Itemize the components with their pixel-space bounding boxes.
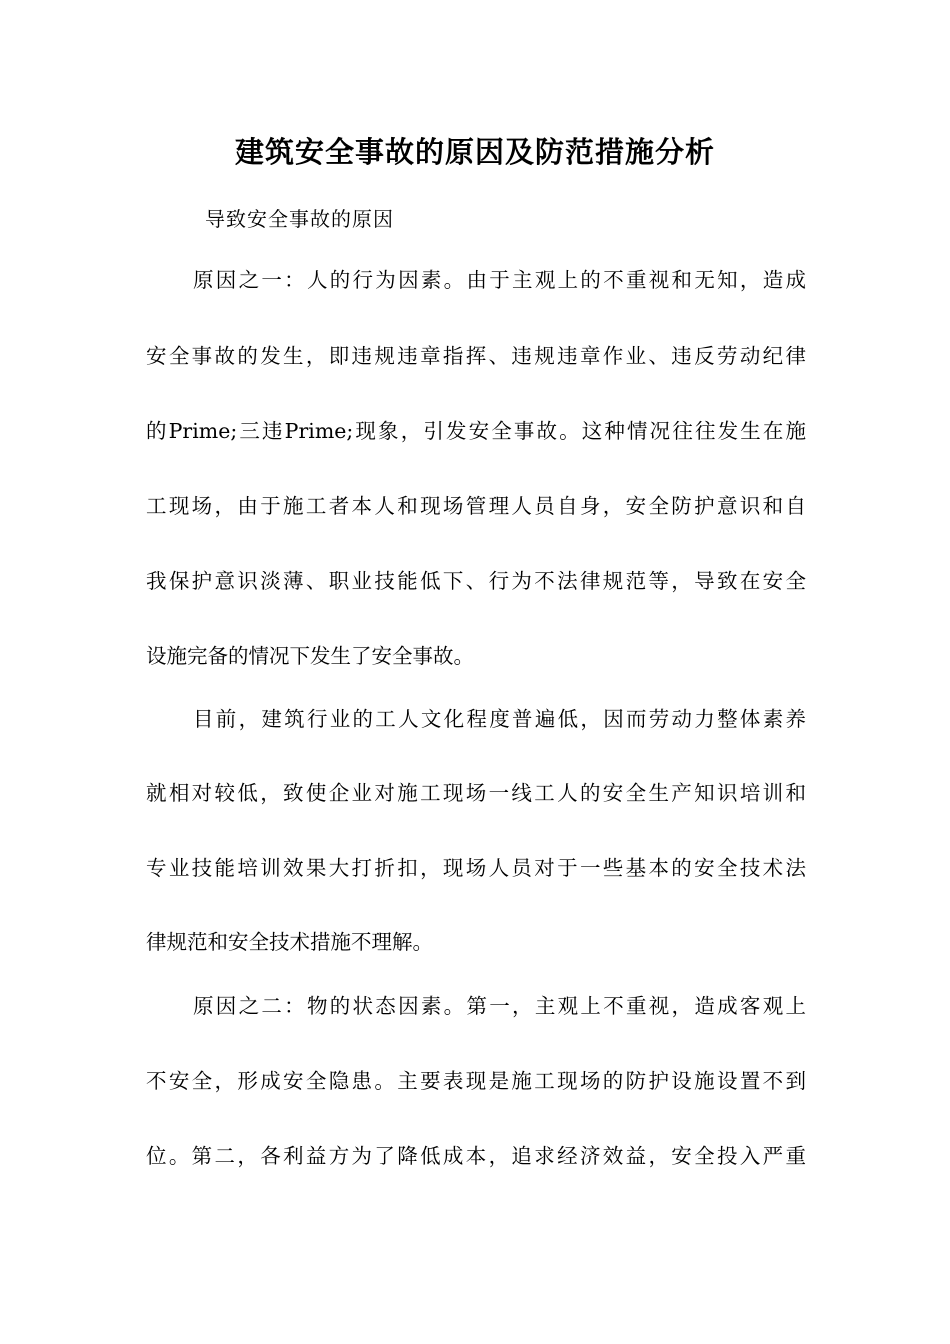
paragraph-line: 的Prime;三违Prime;现象，引发安全事故。这种情况往往发生在施 <box>146 419 806 443</box>
paragraph-line: 就相对较低，致使企业对施工现场一线工人的安全生产知识培训和 <box>146 781 806 805</box>
paragraph-line: 目前，建筑行业的工人文化程度普遍低，因而劳动力整体素养 <box>193 707 806 731</box>
paragraph-line: 原因之一：人的行为因素。由于主观上的不重视和无知，造成 <box>193 268 806 292</box>
paragraph-line: 律规范和安全技术措施不理解。 <box>146 930 433 954</box>
paragraph-line: 位。第二，各利益方为了降低成本，追求经济效益，安全投入严重 <box>146 1144 806 1168</box>
paragraph-line: 专业技能培训效果大打折扣，现场人员对于一些基本的安全技术法 <box>146 856 806 880</box>
paragraph-line: 设施完备的情况下发生了安全事故。 <box>146 644 474 668</box>
document-title: 建筑安全事故的原因及防范措施分析 <box>234 135 715 169</box>
paragraph-line: 工现场，由于施工者本人和现场管理人员自身，安全防护意识和自 <box>146 494 806 518</box>
paragraph-line: 原因之二：物的状态因素。第一，主观上不重视，造成客观上 <box>193 994 806 1018</box>
section-heading: 导致安全事故的原因 <box>205 207 394 231</box>
paragraph-line: 不安全，形成安全隐患。主要表现是施工现场的防护设施设置不到 <box>146 1069 806 1093</box>
paragraph-line: 安全事故的发生，即违规违章指挥、违规违章作业、违反劳动纪律 <box>146 344 806 368</box>
paragraph-line: 我保护意识淡薄、职业技能低下、行为不法律规范等，导致在安全 <box>146 569 806 593</box>
